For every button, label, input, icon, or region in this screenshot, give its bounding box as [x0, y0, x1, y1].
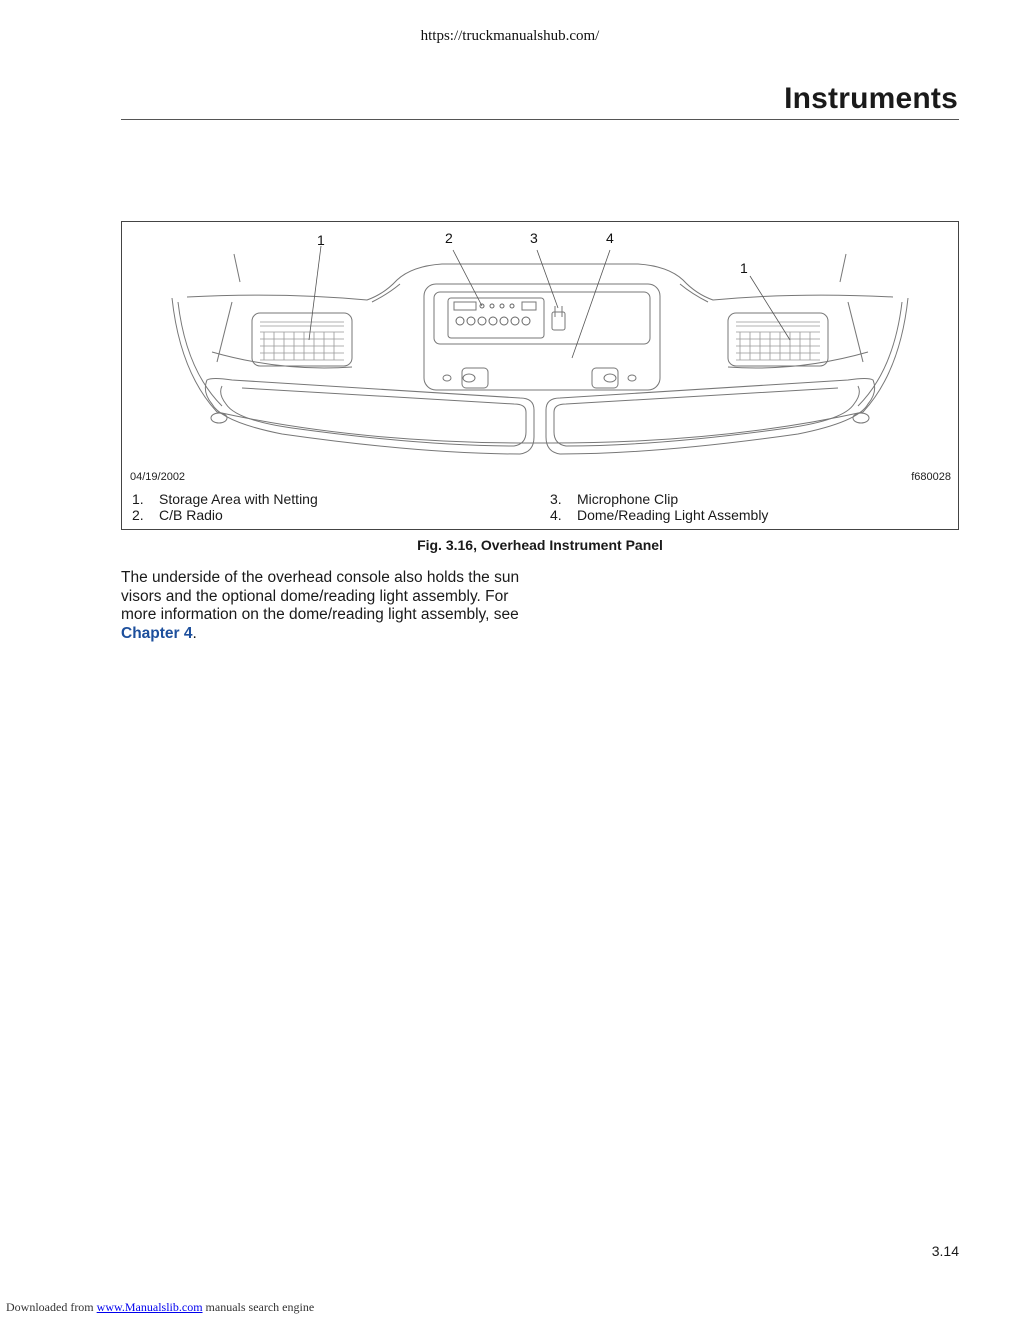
legend-item-3 [550, 491, 678, 507]
callout-1-left: 1 [317, 232, 325, 248]
legend-text: Storage Area with Netting [159, 491, 318, 507]
legend-text: Dome/Reading Light Assembly [577, 507, 769, 523]
legend-item-1 [132, 491, 318, 507]
download-footer [6, 1300, 314, 1315]
callout-3: 3 [530, 230, 538, 246]
legend-number: 2. [132, 507, 144, 523]
section-title: Instruments [784, 82, 958, 115]
body-paragraph [121, 569, 531, 643]
legend-text: C/B Radio [159, 507, 223, 523]
legend-number: 4. [550, 507, 562, 523]
overhead-panel-illustration [122, 222, 958, 467]
callout-2: 2 [445, 230, 453, 246]
legend-item-2 [132, 507, 223, 523]
callout-1-right: 1 [740, 260, 748, 276]
figure-caption: Fig. 3.16, Overhead Instrument Panel [417, 537, 663, 553]
legend-text: Microphone Clip [577, 491, 679, 507]
legend-number: 1. [132, 491, 144, 507]
callout-4: 4 [606, 230, 614, 246]
source-url: https://truckmanualshub.com/ [420, 28, 600, 44]
figure-date: 04/19/2002 [130, 471, 186, 483]
manualslib-link[interactable]: www.Manualslib.com [96, 1300, 203, 1314]
paragraph-end: . [192, 624, 197, 642]
figure-frame [121, 221, 959, 530]
footer-suffix: manuals search engine [202, 1300, 315, 1314]
paragraph-text: The underside of the overhead console also holds the sun visors and the optional dome/reading light assembly. For more information on the dome/reading light assembly, see [121, 569, 520, 623]
title-divider [121, 119, 959, 120]
page-number: 3.14 [931, 1243, 959, 1259]
legend-number: 3. [550, 491, 562, 507]
legend-item-4 [550, 507, 768, 523]
figure-code: f680028 [911, 471, 951, 483]
chapter-4-link[interactable]: Chapter 4 [121, 624, 193, 642]
footer-prefix: Downloaded from [6, 1300, 97, 1314]
